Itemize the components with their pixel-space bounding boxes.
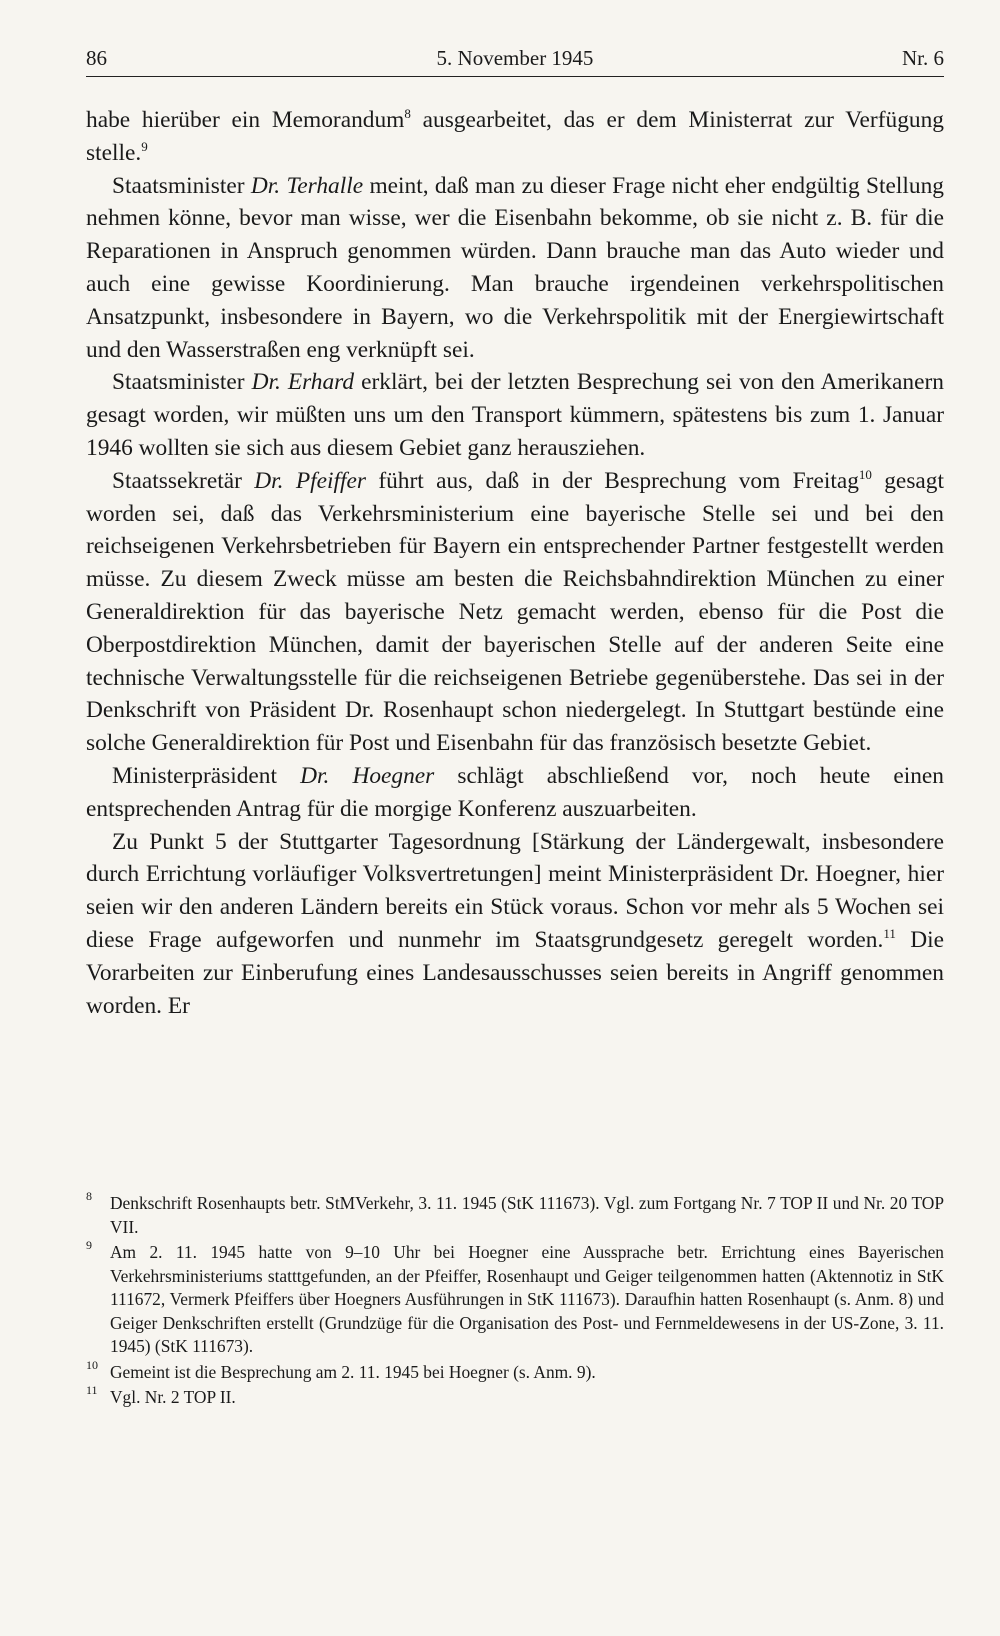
paragraph (86, 104, 944, 170)
paragraph-text: ausgearbeitet, das er dem Ministerrat zur Verfügung stelle. (86, 107, 944, 166)
paragraph (86, 366, 944, 464)
paragraph-text: habe hierüber ein Memorandum (86, 107, 405, 133)
footnote-ref[interactable]: 8 (404, 106, 411, 121)
footnotes (86, 1189, 944, 1412)
paragraph (86, 760, 944, 826)
speaker-name: Pfeiffer (295, 467, 366, 494)
paragraph-text: gesagt worden sei, daß das Verkehrsministerium eine bayerische Stelle sei und bei den reichseigenen Verkehrsbetrieben für Bayern ein entsprechender Partner festgestellt werden müsse. Zu diesem Zweck müsse am besten die Reichsbahndirektion München zu einer Generaldirektion für das bayerische Netz gemacht werden, ebenso für die Post die Oberpostdirektion München, damit der bayerischen Stelle auf der anderen Seite eine technische Verwaltungsstelle für die reichseigenen Betriebe gegenüberstehe. Das sei in der Denkschrift von Präsident Dr. Rosenhaupt schon niedergelegt. In Stuttgart bestünde eine solche Generaldirektion für Post und Eisenbahn für das französisch besetzte Gebiet. (86, 467, 944, 757)
paragraph-text: Die Vorarbeiten zur Einberufung eines Landesausschusses seien bereits in Angriff genommen worden. Er (86, 926, 945, 1019)
speaker-title: Dr. (250, 172, 281, 199)
page-number: 86 (86, 46, 107, 70)
footnote (86, 1383, 944, 1410)
speaker-title: Dr. (300, 762, 330, 789)
paragraph (86, 826, 944, 1023)
paragraph-text: meint, daß man zu dieser Frage nicht eher endgültig Stellung nehmen könne, bevor man wisse, wer die Eisenbahn bekomme, ob sie nicht z. B. für die Reparationen in Anspruch genommen würden. Dann brauche man das Auto wieder und auch eine gewisse Koordinierung. Man brauche irgendeinen verkehrspolitischen Ansatzpunkt, insbesondere in Bayern, wo die Verkehrspolitik mit der Energiewirtschaft und den Wasserstraßen eng verknüpft sei. (86, 172, 944, 363)
speaker-title: Dr. (251, 369, 281, 396)
footnote-number: 11 (86, 1383, 98, 1397)
paragraph (86, 465, 944, 760)
footnote (86, 1357, 944, 1385)
paragraph-text: schlägt abschließend vor, noch heute einen entsprechenden Antrag für die morgige Konferenz auszuarbeiten. (86, 762, 945, 822)
footnote (86, 1238, 944, 1359)
speaker-title: Dr. (254, 467, 284, 494)
footnote-text: Vgl. Nr. 2 TOP II. (110, 1387, 236, 1407)
speaker-role: Staatsminister (112, 369, 252, 396)
footnote-text: Am 2. 11. 1945 hatte von 9–10 Uhr bei Hoegner eine Aussprache betr. Errichtung eines Bayerischen Verkehrsministeriums statttgefunden, an der Pfeiffer, Rosenhaupt und Geiger teilgenommen hatten (Aktennotiz in StK 111672, Vermerk Pfeiffers über Hoegners Ausführungen in StK 111673). Daraufhin hatten Rosenhaupt (s. Anm. 8) und Geiger Denkschriften erstellt (Grundzüge für die Organisation des Post- und Fernmeldewesens in der US-Zone, 3. 11. 1945) (StK 111673). (110, 1242, 944, 1356)
speaker-role: Ministerpräsident (112, 762, 301, 789)
paragraph (86, 170, 944, 367)
speaker-name: Terhalle (286, 172, 364, 199)
footnote (86, 1189, 944, 1239)
speaker-name: Erhard (287, 369, 355, 396)
paragraph-text: führt aus, daß in der Besprechung vom Freitag (365, 467, 859, 494)
speaker-role: Staatsminister (112, 172, 251, 199)
speaker-role: Staatssekretär (112, 467, 255, 494)
footnote-ref[interactable]: 9 (141, 138, 148, 154)
footnote-text: Gemeint ist die Besprechung am 2. 11. 1945 bei Hoegner (s. Anm. 9). (110, 1361, 596, 1382)
footnote-text: Denkschrift Rosenhaupts betr. StMVerkehr, 3. 11. 1945 (StK 111673). Vgl. zum Fortgang Nr. 7 TOP II und Nr. 20 TOP VII. (110, 1193, 944, 1237)
speaker-name: Hoegner (352, 762, 435, 789)
running-header (86, 42, 944, 77)
footnote-number: 8 (86, 1189, 92, 1203)
footnote-number: 9 (86, 1238, 92, 1252)
footnote-number: 10 (86, 1357, 98, 1372)
paragraph-text: Zu Punkt 5 der Stuttgarter Tagesordnung [Stärkung der Ländergewalt, insbesondere durch Errichtung vorläufiger Volksvertretungen] meint Ministerpräsident Dr. Hoegner, hier seien wir den anderen Ländern bereits ein Stück voraus. Schon vor mehr als 5 Wochen sei diese Frage aufgeworfen und nunmehr im Staatsgrundgesetz geregelt worden. (86, 828, 944, 953)
main-text (86, 104, 944, 1022)
document-number: Nr. 6 (902, 46, 944, 70)
footnote-ref[interactable]: 11 (883, 925, 896, 941)
paragraph-text: erklärt, bei der letzten Besprechung sei von den Amerikanern gesagt worden, wir müßten uns um den Transport kümmern, spätestens bis zum 1. Januar 1946 wollten sie sich aus diesem Gebiet ganz herausziehen. (86, 369, 944, 461)
header-date: 5. November 1945 (436, 46, 594, 70)
footnote-ref[interactable]: 10 (858, 466, 872, 482)
